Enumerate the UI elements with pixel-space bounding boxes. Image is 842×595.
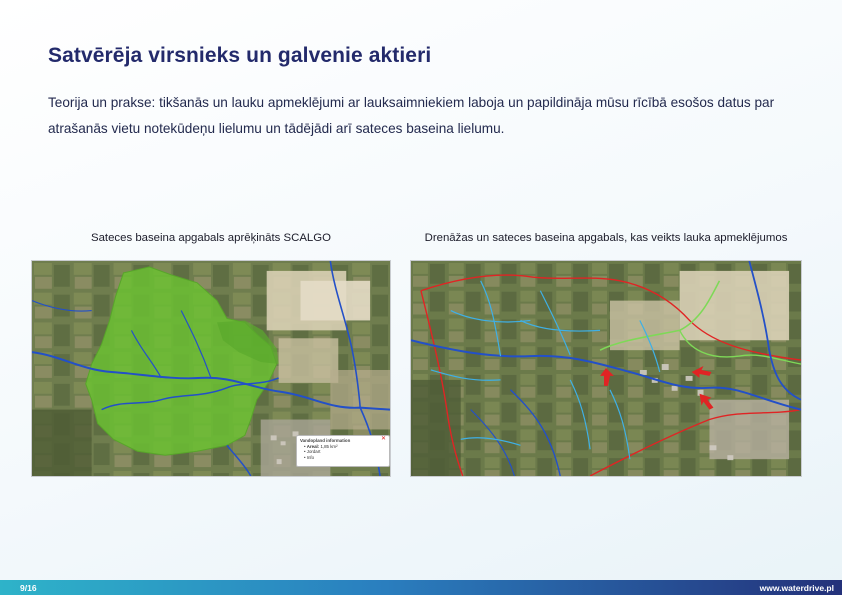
intro-paragraph: Teorija un prakse: tikšanās un lauku apmeklējumi ar lauksaimniekiem laboja un papildināja mūsu rīcībā esošos datus par atrašanās vietu notekūdeņu lielumu un tādējādi arī sateces baseina lielumu. [48, 95, 775, 136]
scalgo-catchment-map [31, 260, 391, 477]
popup-area-row: • Areal: 1,85 km² [304, 443, 338, 449]
footer-bar [0, 580, 842, 595]
popup-item-label: Jordart [306, 449, 321, 455]
popup-item-row: • Jordart [304, 449, 321, 455]
popup-item-row: • Info [304, 454, 315, 460]
website-link[interactable]: www.waterdrive.pl [759, 583, 834, 593]
field-visit-drainage-map [410, 260, 802, 477]
catchment-info-popup [296, 435, 390, 467]
popup-title: Vandopland information [300, 438, 351, 443]
page-title: Satvērēja virsnieks un galvenie aktieri [48, 44, 432, 67]
popup-close-icon[interactable]: ✕ [380, 436, 386, 442]
right-figure-caption: Drenāžas un sateces baseina apgabals, kas veikts lauka apmeklējumos [424, 232, 788, 244]
popup-area-value: 1,85 km² [320, 443, 338, 449]
popup-area-label: Areal: [306, 443, 320, 449]
popup-item-label: Info [306, 454, 315, 460]
page-number: 9/16 [20, 583, 37, 593]
left-figure-caption: Sateces baseina apgabals aprēķināts SCALGO [91, 232, 331, 244]
drainage-map-image [411, 261, 801, 476]
